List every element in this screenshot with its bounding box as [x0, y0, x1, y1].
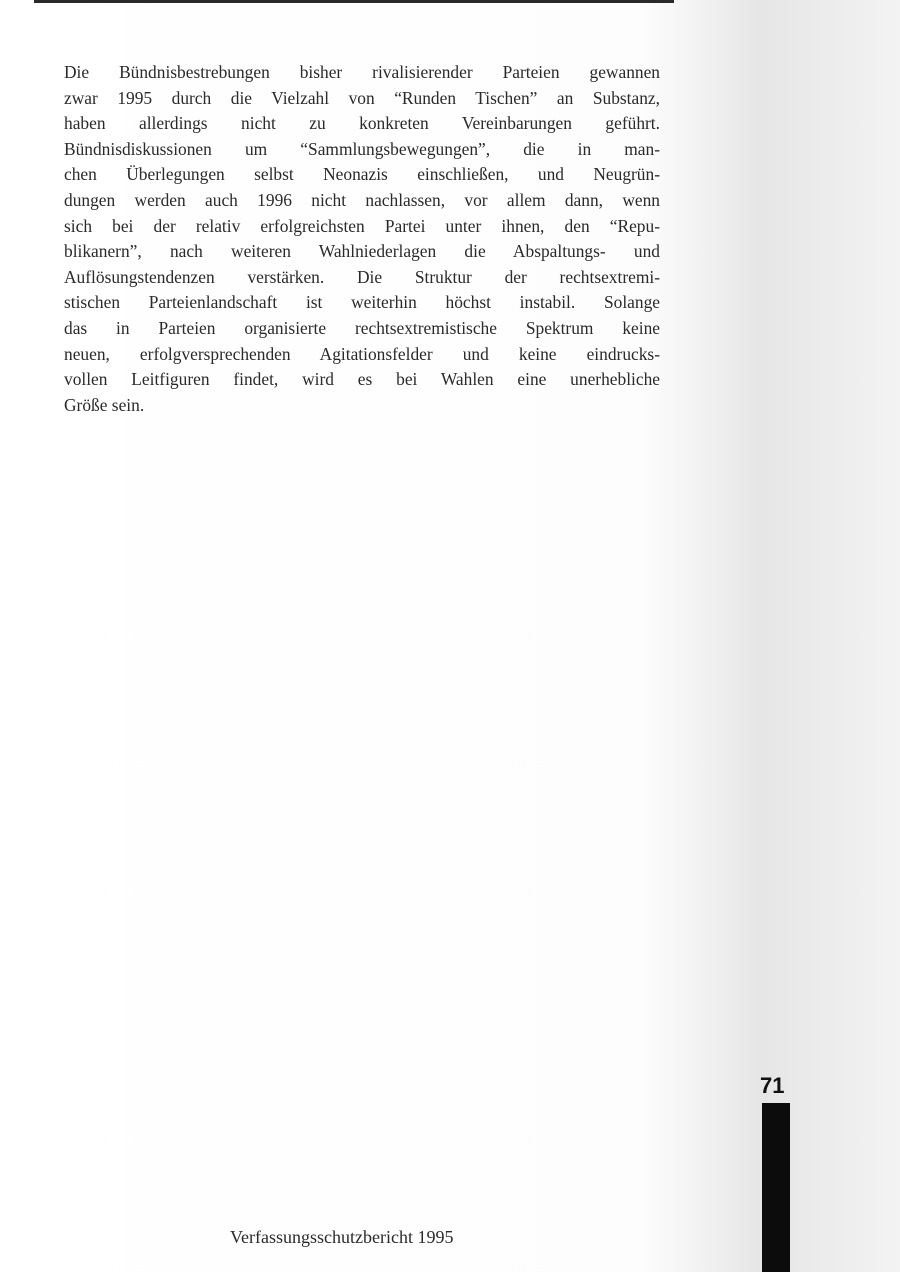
text-line: dungen werden auch 1996 nicht nachlassen, vor allem dann, wenn	[64, 189, 660, 210]
thumb-index-bar	[762, 1103, 790, 1272]
page-number: 71	[760, 1073, 785, 1098]
text-line: das in Parteien organisierte rechtsextremistische Spektrum keine	[64, 317, 660, 338]
text-line: zwar 1995 durch die Vielzahl von “Runden Tischen” an Substanz,	[64, 87, 660, 108]
text-line: stischen Parteienlandschaft ist weiterhin höchst instabil. Solange	[64, 292, 660, 313]
top-rule	[34, 0, 674, 3]
text-line: haben allerdings nicht zu konkreten Vereinbarungen geführt.	[64, 113, 660, 134]
text-line: Bündnisdiskussionen um “Sammlungsbewegungen”, die in man-	[64, 138, 660, 159]
text-line: blikanern”, nach weiteren Wahlniederlagen die Abspaltungs- und	[64, 241, 660, 262]
text-line: neuen, erfolgversprechenden Agitationsfelder und keine eindrucks-	[64, 343, 660, 364]
text-line: sich bei der relativ erfolgreichsten Partei unter ihnen, den “Repu-	[64, 215, 660, 236]
body-paragraph	[64, 60, 660, 418]
text-line: Auflösungstendenzen verstärken. Die Struktur der rechtsextremi-	[64, 266, 660, 287]
text-line: Die Bündnisbestrebungen bisher rivalisierender Parteien gewannen	[64, 62, 660, 82]
text-line: Größe sein.	[64, 394, 145, 415]
running-footer: Verfassungsschutzbericht 1995	[230, 1227, 454, 1247]
text-line: vollen Leitfiguren findet, wird es bei Wahlen eine unerhebliche	[64, 369, 660, 390]
text-line: chen Überlegungen selbst Neonazis einschließen, und Neugrün-	[64, 164, 660, 185]
